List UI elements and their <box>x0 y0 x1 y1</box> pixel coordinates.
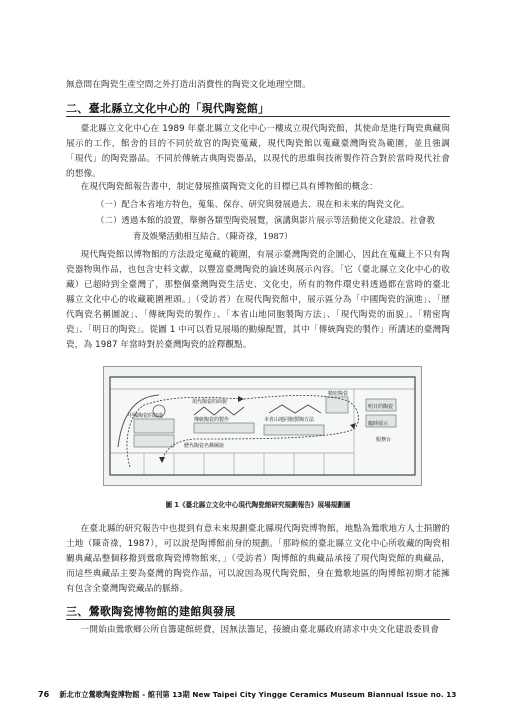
section-heading-3: 三、鶯歌陶瓷博物館的建館與發展 <box>66 605 236 618</box>
paragraph-collection <box>66 248 450 353</box>
paragraph-collection-quote: 它（臺北縣立文化中心的收藏）已超時到全臺灣了，那整個臺灣陶瓷生活史、文化史，所有的物件環史料透過都在當時的臺北縣立文化中心的收藏範圍裡頭。」（受訪者） <box>66 265 450 305</box>
label-aboriginal-methods: 本省山地同胞製陶方法 <box>264 417 315 423</box>
label-chinese-evolution: 中國陶瓷的演進 <box>128 413 164 419</box>
page-footer <box>38 690 457 700</box>
paragraph-museum-precursor-b: 」（受訪者）陶博館的典藏品承接了現代陶瓷館的典藏品，而這些典藏品主要為臺灣的陶瓷作品，可以說因為現代陶瓷館，身在鶯歌地區的陶博館初期才能擁有包含全臺灣陶瓷藏品的脈絡。 <box>66 554 450 594</box>
label-service-desk: 服務台 <box>376 437 392 443</box>
paragraph-cultural-center: 臺北縣立文化中心在 1989 年臺北縣立文化中心一樓成立現代陶瓷館，其使命是進行陶瓷典藏與展示的工作，館舍的目的不同於故宮的陶瓷蒐藏，現代陶瓷館以蒐藏臺灣陶瓷為範圍，並且強調「現代」的陶瓷器品。不同於傳統古典陶瓷器品，以現代的思維與技術製作符合對於當時現代社會的想像。 <box>66 124 450 179</box>
paragraph-goals-intro: 在現代陶瓷館報告書中，制定發展推廣陶瓷文化的目標已具有博物館的概念： <box>80 182 378 192</box>
paragraph-collection-a: 現代陶瓷館以博物館的方法設定蒐藏的範圍，有展示臺灣陶瓷的企圖心，因此在蒐藏上不只有陶瓷器物與作品，也包含史料文獻，以豐富臺灣陶瓷的論述與展示內容。「 <box>66 250 450 275</box>
footer-journal-title: 新北市立鶯歌陶瓷博物館 - 館刊第 13期 New Taipei City Yingge Ceramics Museum Biannual Issue no. 13 <box>59 690 457 699</box>
paragraph-museum-precursor-quote: 那時候的臺北縣立文化中心所收藏的陶瓷相關典藏品整個移撥到鶯歌陶瓷博物館來， <box>66 539 450 564</box>
heading-rule <box>66 116 450 117</box>
paragraph-museum-precursor-a: 在臺北縣的研究報告中也提到有意未來規劃臺北縣現代陶瓷博物館，地點為鶯歌地方人士捐贈的土地（陳奇祿，1987），可以說是陶博館前身的規劃。「 <box>66 524 450 549</box>
floor-plan-figure <box>103 366 422 486</box>
list-item-1: （一）配合本省地方特色，蒐集、保存、研究與發展過去、現在和未來的陶瓷文化。 <box>96 199 410 209</box>
list-item-2: （二）透過本館的設置，舉辦各類型陶瓷展覽，演講與影片展示等活動使文化建設、社會教 <box>96 215 435 225</box>
paragraph-founding: 一開始由鶯歌鄉公所自籌建館經費，因無法籌足，接續由臺北縣政府請求中央文化建設委員會 <box>80 625 440 635</box>
list-item-2-cont: 育及娛樂活動相互結合。（陳奇祿，1987） <box>133 231 293 241</box>
figure-caption: 圖 1《臺北縣立文化中心現代陶瓷館研究規劃報告》展場規劃圖 <box>165 501 351 509</box>
label-historical-names: 歷代陶瓷名稱圖說 <box>184 443 225 449</box>
section-heading-2: 二、臺北縣立文化中心的「現代陶瓷館」 <box>66 102 270 115</box>
label-precision-ceramics: 精密陶瓷 <box>328 391 349 397</box>
paragraph-intro: 無意間在陶瓷生產空間之外打造出消費性的陶瓷文化地理空間。 <box>66 80 311 90</box>
heading-rule-3 <box>66 619 450 620</box>
paragraph-collection-b: 在現代陶瓷館中，展示區分為「中國陶瓷的演進」、「歷代陶瓷名稱圖說」、「傳統陶瓷的製作」、「本省山地同胞製陶方法」、「現代陶瓷的面貌」、「精密陶瓷」、「明日的陶瓷」。從圖 1 中可以看見展場的動線配置，其中「傳統陶瓷的製作」所講述的臺灣陶瓷，為 1987 年當時對於臺灣陶瓷的詮釋觀點。 <box>66 295 451 350</box>
label-temporary-exhibit: 臨時展示 <box>368 421 389 427</box>
label-traditional-production: 傳統陶瓷的製作 <box>194 417 230 423</box>
floor-plan-drawing <box>104 367 421 485</box>
label-modern-ceramics: 現代陶瓷的面貌 <box>192 399 228 405</box>
label-future-ceramics: 明日的陶瓷 <box>368 404 394 410</box>
page-number: 76 <box>38 690 50 699</box>
paragraph-museum-precursor <box>66 522 450 597</box>
